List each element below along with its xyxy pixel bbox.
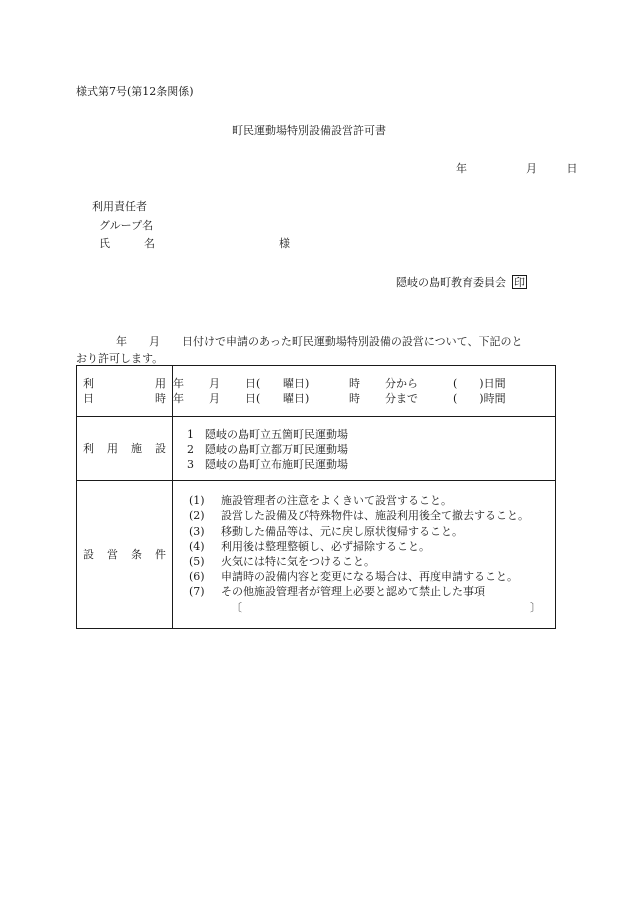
document-title: 町民運動場特別設備設営許可書 bbox=[232, 124, 386, 137]
condition-item: (7) その他施設管理者が管理上必要と認めて禁止した事項 bbox=[189, 585, 485, 599]
conditions-list-cell bbox=[173, 481, 556, 629]
name-char-2: 名 bbox=[144, 237, 155, 250]
conditions-table bbox=[76, 365, 556, 629]
condition-item: (2) 設営した設備及び特殊物件は、施設利用後全て撤去すること。 bbox=[189, 509, 529, 523]
usage-datetime-cell bbox=[173, 366, 556, 417]
issuer-line bbox=[396, 275, 527, 289]
facility-label-cell: 利 用 施 設 bbox=[77, 417, 173, 481]
date-year: 年 bbox=[456, 162, 467, 175]
permission-statement bbox=[76, 333, 556, 367]
name-char-1: 氏 bbox=[99, 237, 110, 250]
condition-item: (3) 移動した備品等は、元に戻し原状復帰すること。 bbox=[189, 524, 463, 538]
honorific: 様 bbox=[279, 237, 290, 250]
form-number: 様式第7号(第12条関係) bbox=[76, 85, 194, 98]
responsible-person-label: 利用責任者 bbox=[92, 200, 147, 213]
facility-item: 2 隠岐の島町立都万町民運動場 bbox=[187, 443, 348, 456]
group-name-label: グループ名 bbox=[99, 219, 154, 232]
condition-item: (1) 施設管理者の注意をよくきいて設営すること。 bbox=[189, 494, 452, 508]
condition-item: (5) 火気には特に気をつけること。 bbox=[189, 555, 375, 568]
condition-item: (4) 利用後は整理整頓し、必ず掃除すること。 bbox=[189, 539, 430, 553]
usage-label-line-2: 日 時 bbox=[83, 392, 166, 405]
facility-row bbox=[77, 417, 556, 481]
issue-date bbox=[456, 163, 578, 174]
facility-item: 1 隠岐の島町立五箇町民運動場 bbox=[187, 428, 348, 441]
date-month: 月 bbox=[526, 162, 537, 175]
conditions-label-cell: 設 営 条 件 bbox=[77, 481, 173, 629]
usage-label-cell bbox=[77, 366, 173, 417]
other-items-bracket: 〔 〕 bbox=[231, 600, 541, 614]
usage-label-line-1: 利 用 bbox=[83, 377, 166, 390]
condition-item: (6) 申請時の設備内容と変更になる場合は、再度申請すること。 bbox=[189, 570, 518, 584]
conditions-row bbox=[77, 481, 556, 629]
issuer-name: 隠岐の島町教育委員会 bbox=[396, 276, 506, 289]
statement-line-2: おり許可します。 bbox=[76, 352, 164, 365]
date-day: 日 bbox=[566, 162, 578, 175]
seal-mark: 印 bbox=[514, 276, 525, 289]
statement-line-1: 年 月 日付けで申請のあった町民運動場特別設備の設営について、下記のと bbox=[116, 335, 523, 348]
facility-item: 3 隠岐の島町立布施町民運動場 bbox=[187, 458, 348, 471]
name-label bbox=[99, 238, 155, 249]
usage-to-line: 年 月 日( 曜日) 時 分まで ( )時間 bbox=[173, 392, 506, 405]
usage-from-line: 年 月 日( 曜日) 時 分から ( )日間 bbox=[173, 377, 506, 390]
facility-list-cell bbox=[173, 417, 556, 481]
usage-row bbox=[77, 366, 556, 417]
